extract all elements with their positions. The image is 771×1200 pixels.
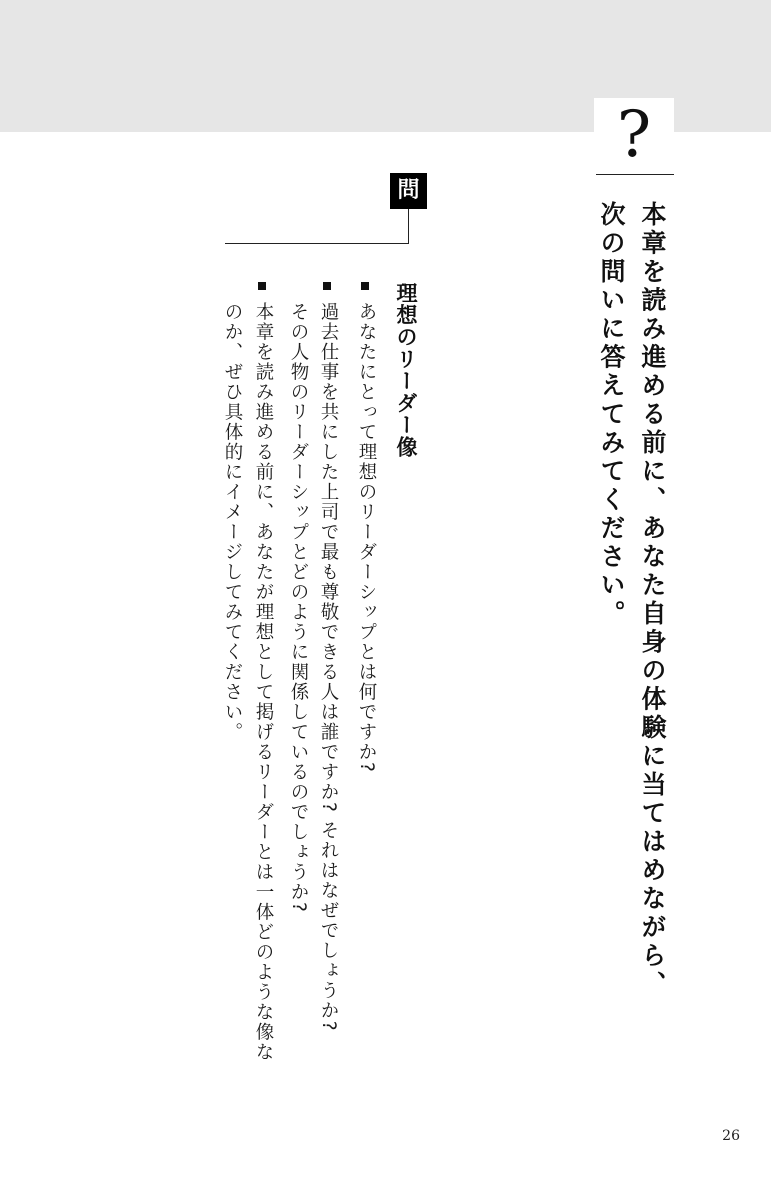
square-bullet-icon	[361, 282, 369, 290]
section-title: 理想のリーダー像	[394, 282, 418, 458]
question-mark-rule	[596, 174, 674, 175]
question-item-3-continued: のか、ぜひ具体的にイメージしてみてください。	[222, 302, 243, 742]
question-item-2: 過去仕事を共にした上司で最も尊敬できる人は誰ですか? それはなぜでしょうか?	[318, 302, 339, 1033]
square-bullet-icon	[323, 282, 331, 290]
intro-line-2: 次の問いに答えてみてください。	[597, 201, 626, 629]
question-item-3: 本章を読み進める前に、あなたが理想として掲げるリーダーとは一体どのような像な	[253, 302, 274, 1062]
page-number: 26	[722, 1128, 740, 1144]
question-item-2-continued: その人物のリーダーシップとどのように関係しているのでしょうか?	[288, 302, 309, 914]
badge-rule-vertical	[408, 209, 409, 244]
question-badge: 問	[390, 173, 427, 209]
badge-rule-horizontal	[225, 243, 409, 244]
square-bullet-icon	[258, 282, 266, 290]
question-item-1: あなたにとって理想のリーダーシップとは何ですか?	[356, 302, 377, 774]
question-mark-box	[594, 98, 674, 174]
intro-line-1: 本章を読み進める前に、あなた自身の体験に当てはめながら、	[638, 201, 667, 999]
question-mark-icon: ?	[616, 98, 652, 172]
